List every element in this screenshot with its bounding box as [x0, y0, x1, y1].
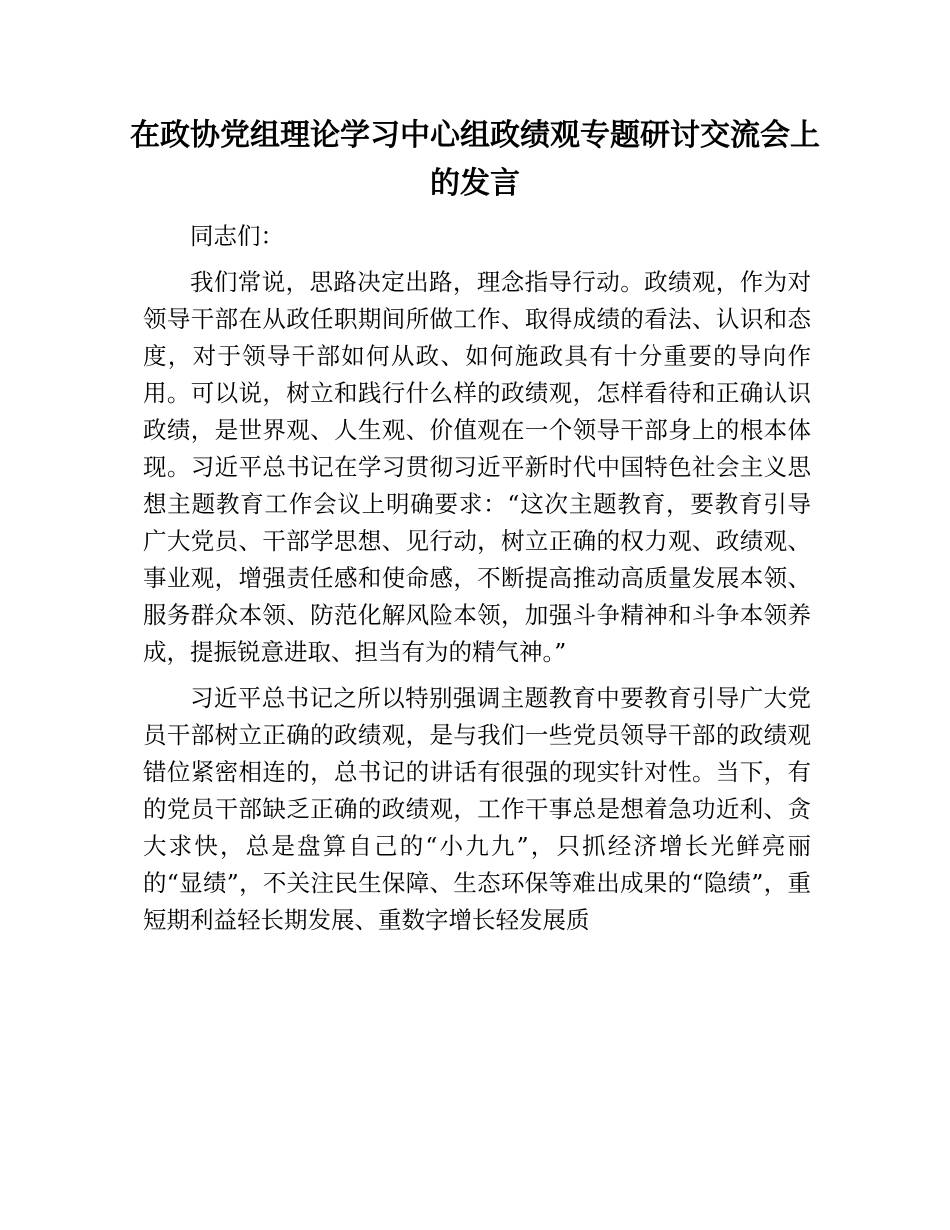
document-title: 在政协党组理论学习中心组政绩观专题研讨交流会上的发言	[130, 118, 820, 201]
body-paragraph: 我们常说，思路决定出路，理念指导行动。政绩观，作为对领导干部在从政任职期间所做工作、取得成绩的看法、认识和态度，对于领导干部如何从政、如何施政具有十分重要的导向作用。可以说，树立和践行什么样的政绩观，怎样看待和正确认识政绩，是世界观、人生观、价值观在一个领导干部身上的根本体现。习近平总书记在学习贯彻习近平新时代中国特色社会主义思想主题教育工作会议上明确要求：“这次主题教育，要教育引导广大党员、干部学思想、见行动，树立正确的权力观、政绩观、事业观，增强责任感和使命感，不断提高推动高质量发展本领、服务群众本领、防范化解风险本领，加强斗争精神和斗争本领养成，提振锐意进取、担当有为的精气神。”	[143, 268, 811, 666]
body-paragraph: 习近平总书记之所以特别强调主题教育中要教育引导广大党员干部树立正确的政绩观，是与我们一些党员领导干部的政绩观错位紧密相连的，总书记的讲话有很强的现实针对性。当下，有的党员干部缺乏正确的政绩观，工作干事总是想着急功近利、贪大求快，总是盘算自己的“小九九”，只抓经济增长光鲜亮丽的“显绩”，不关注民生保障、生态环保等难出成果的“隐绩”，重短期利益轻长期发展、重数字增长轻发展质	[143, 684, 811, 934]
document-body	[143, 218, 811, 948]
salutation: 同志们：	[190, 222, 284, 250]
